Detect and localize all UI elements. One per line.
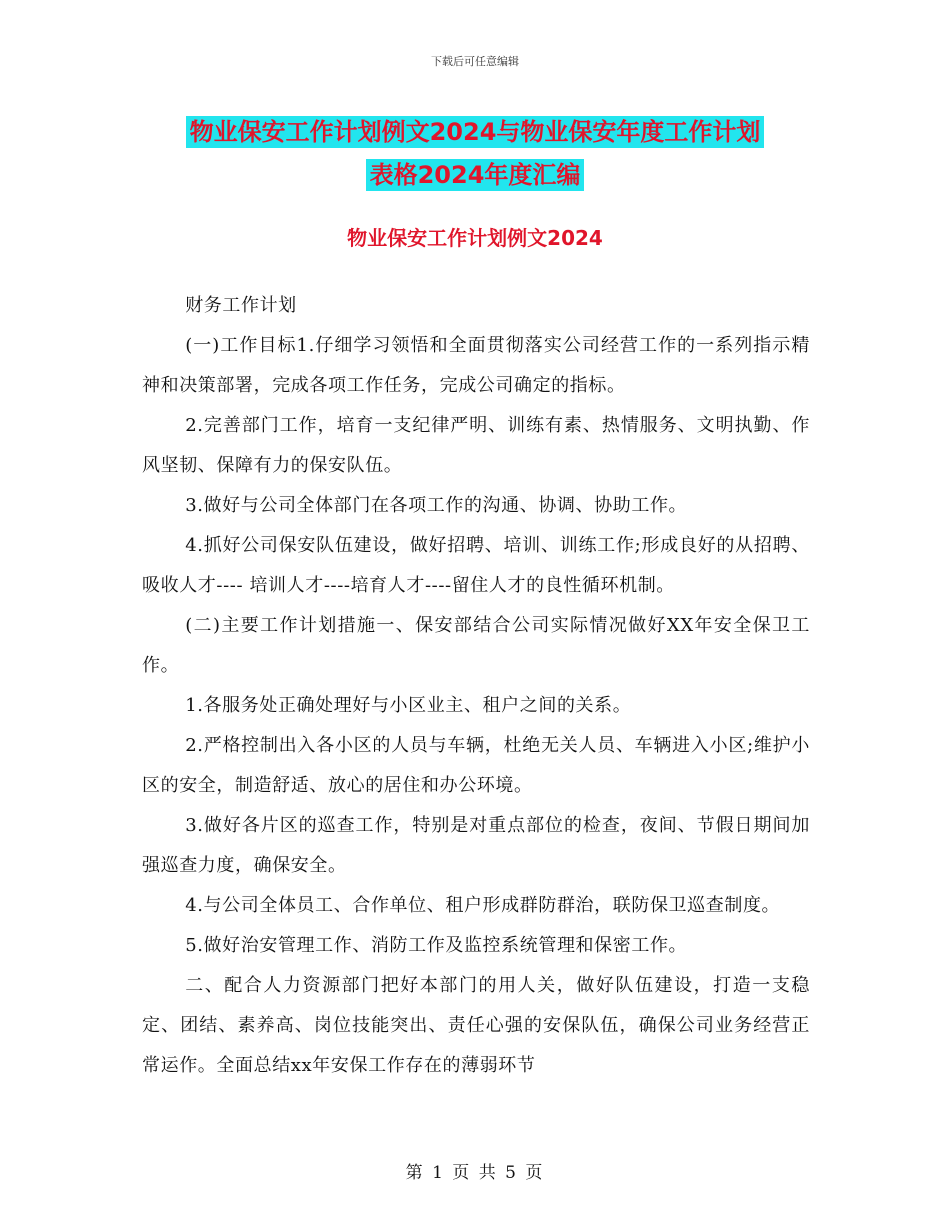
paragraph: 财务工作计划 — [185, 295, 297, 316]
section-title: 物业保安工作计划例文2024 — [347, 226, 603, 250]
paragraph: (二)主要工作计划措施一、保安部结合公司实际情况做好XX年安全保卫工作。 — [142, 615, 810, 676]
document-title-line-2 — [0, 153, 950, 197]
paragraph: 3.做好与公司全体部门在各项工作的沟通、协调、协助工作。 — [185, 495, 688, 516]
paragraph: (一)工作目标1.仔细学习领悟和全面贯彻落实公司经营工作的一系列指示精神和决策部署，完成各项工作任务，完成公司确定的指标。 — [142, 335, 810, 396]
paragraph: 2.完善部门工作，培育一支纪律严明、训练有素、热情服务、文明执勤、作风坚韧、保障有力的保安队伍。 — [142, 415, 810, 476]
document-title-line-1 — [0, 110, 950, 154]
paragraph: 2.严格控制出入各小区的人员与车辆，杜绝无关人员、车辆进入小区;维护小区的安全，制造舒适、放心的居住和办公环境。 — [142, 735, 810, 796]
paragraph: 1.各服务处正确处理好与小区业主、租户之间的关系。 — [185, 695, 632, 716]
paragraph: 3.做好各片区的巡查工作，特别是对重点部位的检查，夜间、节假日期间加强巡查力度，确保安全。 — [142, 815, 810, 876]
document-body — [142, 286, 810, 1086]
paragraph: 二、配合人力资源部门把好本部门的用人关，做好队伍建设，打造一支稳定、团结、素养高、岗位技能突出、责任心强的安保队伍，确保公司业务经营正常运作。全面总结xx年安保工作存在的薄弱环节 — [142, 975, 810, 1076]
title-highlight-2: 表格2024年度汇编 — [366, 159, 585, 191]
paragraph: 5.做好治安管理工作、消防工作及监控系统管理和保密工作。 — [185, 935, 688, 956]
page-number-footer: 第 1 页 共 5 页 — [405, 1163, 545, 1183]
paragraph: 4.抓好公司保安队伍建设，做好招聘、培训、训练工作;形成良好的从招聘、吸收人才---- 培训人才----培育人才----留住人才的良性循环机制。 — [142, 535, 810, 596]
paragraph: 4.与公司全体员工、合作单位、租户形成群防群治，联防保卫巡查制度。 — [185, 895, 781, 916]
title-highlight-1: 物业保安工作计划例文2024与物业保安年度工作计划 — [186, 116, 765, 148]
header-note: 下载后可任意编辑 — [431, 55, 519, 68]
